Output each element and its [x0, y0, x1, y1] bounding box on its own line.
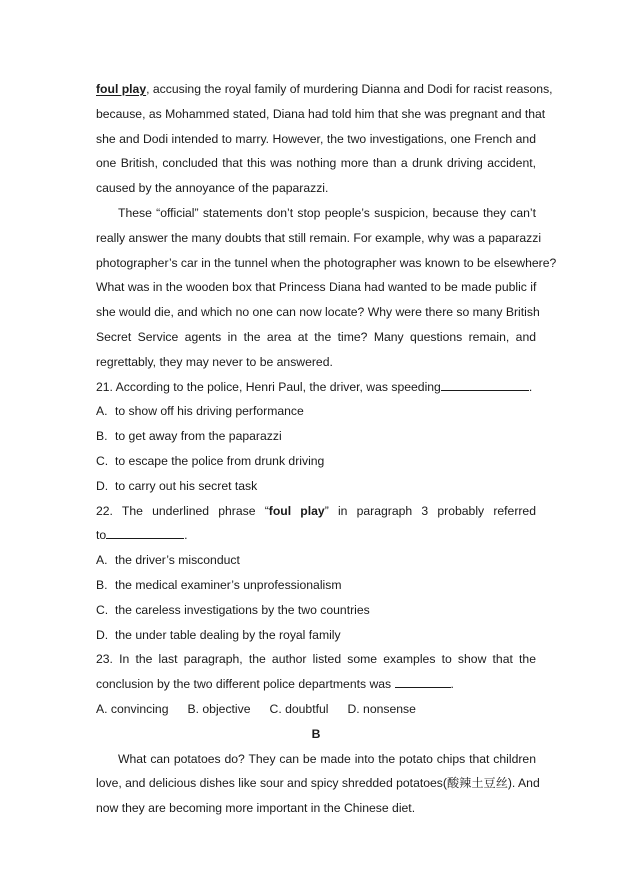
- q22-option-b[interactable]: [96, 573, 536, 598]
- q22-answer-blank[interactable]: [106, 525, 184, 539]
- section-b-heading: B: [311, 726, 321, 741]
- option-letter: A.: [96, 404, 108, 419]
- q23-stem-end: .: [450, 677, 454, 692]
- q22-stem: [96, 499, 536, 524]
- option-text: to get away from the paparazzi: [115, 429, 282, 444]
- q21-stem: [96, 375, 536, 400]
- q21-option-a[interactable]: [96, 399, 536, 424]
- q23-stem-2: conclusion by the two different police departments was: [96, 677, 392, 692]
- q22-stem-c: ” in paragraph 3 probably referred: [324, 503, 536, 518]
- option-letter: D.: [96, 478, 109, 493]
- q21-option-c[interactable]: [96, 449, 536, 474]
- q21-stem-end: .: [528, 379, 533, 394]
- section-b-line-2: love, and delicious dishes like sour and spicy shredded potatoes(酸辣土豆丝). And: [96, 776, 540, 791]
- option-text: the medical examiner’s unprofessionalism: [115, 578, 342, 592]
- q22-option-d[interactable]: [96, 623, 536, 648]
- option-letter: B.: [96, 578, 108, 592]
- q21-option-b[interactable]: [96, 424, 536, 449]
- para3-line-1: [96, 77, 553, 102]
- option-text: to show off his driving performance: [115, 404, 304, 419]
- para3-line-3: she and Dodi intended to marry. However, the two investigations, one French and: [96, 131, 536, 146]
- q23-option-d[interactable]: D. nonsense: [347, 702, 416, 716]
- para4-line-3: photographer’s car in the tunnel when the photographer was known to be elsewhere?: [96, 255, 557, 270]
- q22-stem-line-2: [96, 523, 536, 548]
- q21-answer-blank[interactable]: [441, 377, 529, 391]
- para4-line-5: she would die, and which no one can now locate? Why were there so many British: [96, 305, 540, 320]
- q23-options: [96, 697, 536, 722]
- option-text: the careless investigations by the two countries: [115, 602, 370, 617]
- q22-stem-a: 22. The underlined phrase “: [96, 503, 269, 518]
- option-text: to escape the police from drunk driving: [115, 454, 325, 468]
- para4-line-2: really answer the many doubts that still remain. For example, why was a paparazzi: [96, 230, 542, 245]
- option-letter: A.: [96, 553, 108, 568]
- para4-line-6: Secret Service agents in the area at the time? Many questions remain, and: [96, 330, 536, 344]
- option-letter: C.: [96, 454, 109, 468]
- q23-option-a[interactable]: A. convincing: [96, 702, 169, 716]
- q22-option-c[interactable]: [96, 598, 536, 623]
- q22-stem-end: .: [184, 528, 188, 543]
- q21-option-d[interactable]: [96, 474, 536, 499]
- para3-line-1-text: , accusing the royal family of murdering Dianna and Dodi for racist reasons,: [146, 82, 553, 96]
- option-text: the under table dealing by the royal family: [115, 627, 341, 642]
- q23-stem-line-2: [96, 672, 536, 697]
- para3-line-2: because, as Mohammed stated, Diana had told him that she was pregnant and that: [96, 106, 546, 121]
- q22-stem-2: to: [96, 528, 107, 543]
- q23-answer-blank[interactable]: [395, 674, 451, 688]
- para3-line-5: caused by the annoyance of the paparazzi.: [96, 181, 329, 196]
- section-b-line-3: now they are becoming more important in the Chinese diet.: [96, 801, 416, 816]
- section-b-line-1: What can potatoes do? They can be made into the potato chips that children: [118, 751, 536, 766]
- q23-option-b[interactable]: B. objective: [187, 702, 251, 716]
- para4-line-7: regrettably, they may never to be answered.: [96, 354, 333, 369]
- q23-stem: 23. In the last paragraph, the author listed some examples to show that the: [96, 652, 536, 667]
- para4-line-4: What was in the wooden box that Princess Diana had wanted to be made public if: [96, 280, 537, 295]
- foul-play-phrase: foul play: [96, 82, 147, 96]
- option-letter: D.: [96, 627, 109, 642]
- option-text: to carry out his secret task: [115, 478, 258, 493]
- para4-line-1: These “official” statements don’t stop people’s suspicion, because they can’t: [118, 206, 536, 220]
- option-letter: C.: [96, 602, 109, 617]
- q22-stem-bold: foul play: [268, 503, 325, 518]
- q21-stem-text: 21. According to the police, Henri Paul, the driver, was speeding: [96, 379, 441, 394]
- q23-option-c[interactable]: C. doubtful: [269, 702, 329, 716]
- q22-option-a[interactable]: [96, 548, 536, 573]
- option-letter: B.: [96, 429, 108, 444]
- option-text: the driver’s misconduct: [115, 553, 240, 568]
- para3-line-4: one British, concluded that this was nothing more than a drunk driving accident,: [96, 156, 536, 171]
